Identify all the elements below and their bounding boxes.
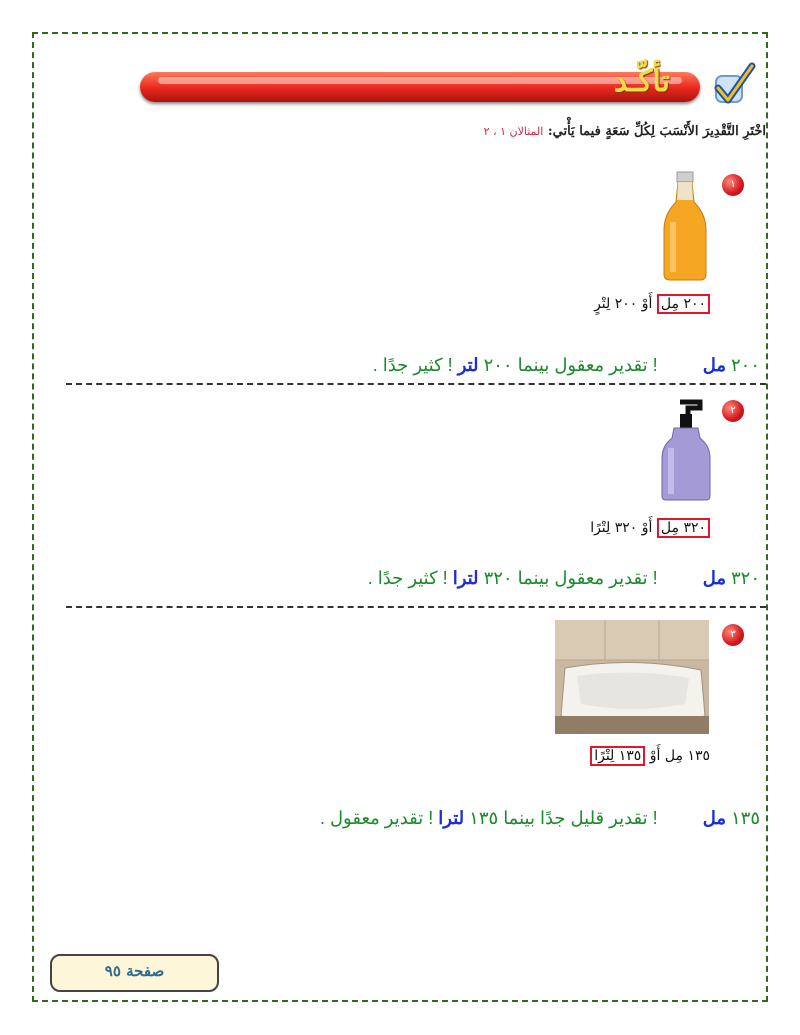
selected-answer-box: ٣٢٠ مِل: [657, 518, 710, 538]
examples-reference: المثالان ١ ، ٢: [483, 125, 544, 138]
bathtub-image: [555, 620, 709, 734]
answer-choices: [590, 746, 710, 766]
item-number-badge: ٢: [722, 400, 744, 422]
page-number-box: [50, 954, 219, 992]
unit-keyword: مل: [702, 355, 726, 375]
unit-keyword: مل: [702, 568, 726, 588]
section-banner: [140, 64, 760, 108]
unit-keyword: لترا: [438, 808, 465, 828]
banner-title: تأكّـد: [613, 64, 670, 99]
divider: [66, 383, 766, 385]
explanation-line: ١٣٥ مل ! تقدير قليل جدًا بينما ١٣٥ لترا ! تقدير معقول .: [319, 808, 760, 828]
other-answer: ١٣٥ مِل أَوْ: [649, 748, 710, 764]
other-answer: أَوْ ٣٢٠ لِتْرًا: [590, 520, 653, 536]
answer-choices: [594, 294, 710, 314]
juice-bottle-image: [662, 170, 708, 282]
unit-keyword: لترا: [452, 568, 479, 588]
instruction-text: اخْتَرِ التَّقْدِيرَ الأَنْسَبَ لِكُلِّ سَعَةٍ فيما يَأْتي:: [547, 124, 766, 139]
divider: [66, 606, 766, 608]
selected-answer-box: ٢٠٠ مِل: [657, 294, 710, 314]
checkmark-icon: [710, 62, 756, 108]
explanation-line: ٣٢٠ مل ! تقدير معقول بينما ٣٢٠ لترا ! كثير جدًا .: [367, 568, 760, 588]
item-number-badge: ١: [722, 174, 744, 196]
item-number-badge: ٣: [722, 624, 744, 646]
answer-choices: [590, 518, 710, 538]
instruction: [484, 124, 766, 139]
page-border: [32, 32, 768, 1002]
page-number: صفحة ٩٥: [104, 962, 165, 980]
selected-answer-box: ١٣٥ لِتْرًا: [590, 746, 645, 766]
unit-keyword: لتر: [457, 355, 479, 375]
other-answer: أَوْ ٢٠٠ لِتْرٍ: [594, 296, 653, 312]
soap-dispenser-image: [660, 398, 712, 502]
explanation-line: ٢٠٠ مل ! تقدير معقول بينما ٢٠٠ لتر ! كثير جدًا .: [372, 355, 760, 375]
unit-keyword: مل: [702, 808, 726, 828]
